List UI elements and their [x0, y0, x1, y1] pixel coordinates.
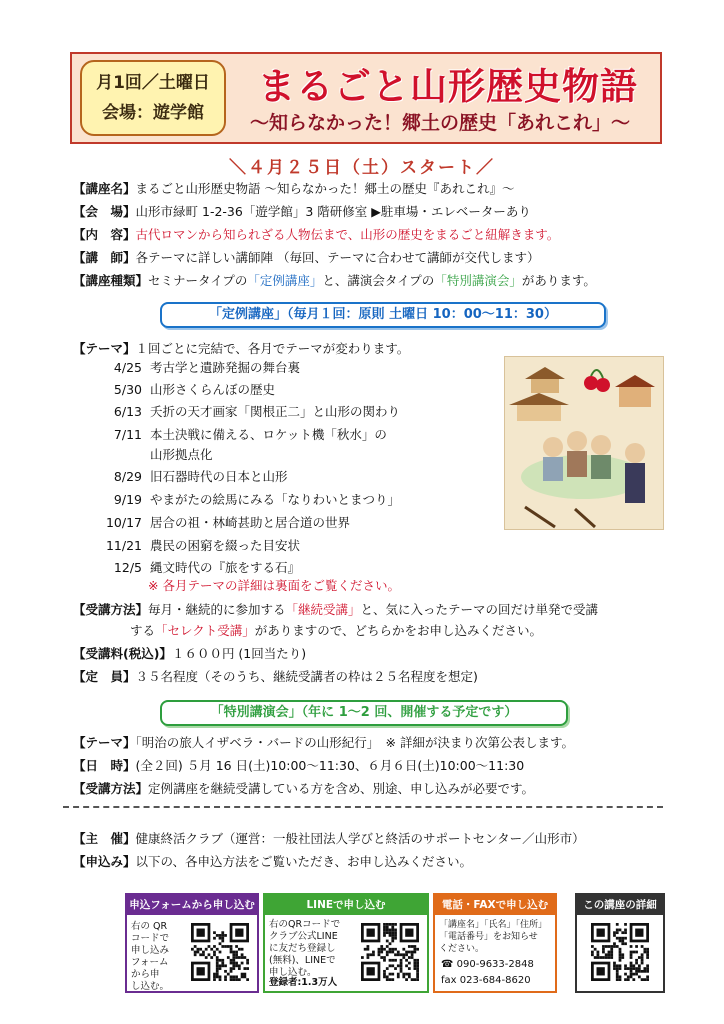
theme-item: [80, 359, 300, 377]
line-qr-code[interactable]: [361, 923, 419, 981]
theme-item: [80, 403, 400, 421]
theme-title: 縄文時代の『旅をする石』: [150, 560, 301, 575]
line-subscriber-count: 登録者:1.3万人: [269, 977, 338, 988]
form-apply-header: 申込フォームから申し込む: [127, 895, 257, 915]
fax-number[interactable]: fax 023-684-8620: [441, 975, 531, 986]
theme-title: 考古学と遺跡発掘の舞台裏: [150, 360, 301, 375]
special-theme-row: 【テーマ】「明治の旅人イザベラ・バードの山形紀行」 ※ 詳細が決まり次第公表します。: [73, 735, 574, 750]
form-qr-code[interactable]: [191, 923, 249, 981]
page-title: まるごと山形歴史物語: [258, 64, 638, 108]
theme-row: 【テーマ】１回ごとに完結で、各月でテーマが変わります。: [73, 341, 410, 356]
theme-item: [80, 426, 387, 444]
fee-row: 【受講料(税込)】１６００円 (1回当たり): [73, 646, 307, 661]
course-name-row: 【講座名】まるごと山形歴史物語 〜知らなかった！郷土の歴史『あれこれ』〜: [73, 181, 515, 196]
theme-title: 居合の祖・林崎甚助と居合道の世界: [150, 515, 351, 530]
theme-title: やまがたの絵馬にみる「なりわいとまつり」: [150, 492, 401, 507]
theme-date: 9/19: [113, 492, 142, 507]
course-detail-header: この講座の詳細: [577, 895, 663, 915]
theme-date: 12/5: [113, 560, 142, 575]
special-method-row: 【受講方法】定例講座を継続受講している方を含め、別途、申し込みが必要です。: [73, 781, 535, 796]
line-apply-header: LINEで申し込む: [265, 895, 427, 915]
theme-item: [80, 491, 400, 509]
theme-title: 夭折の天才画家「関根正二」と山形の関わり: [150, 404, 401, 419]
apply-row: 【申込み】以下の、各申込方法をご覧いただき、お申し込みください。: [73, 854, 473, 869]
form-apply-box: [125, 893, 259, 993]
theme-date: 8/29: [113, 469, 142, 484]
theme-note: ※ 各月テーマの詳細は裏面をご覧ください。: [148, 578, 400, 593]
theme-title: 旧石器時代の日本と山形: [150, 469, 288, 484]
special-lecture-heading: 「特別講演会」（年に 1〜2 回、開催する予定です）: [160, 700, 568, 726]
line-apply-text: 右のQRコードで クラブ公式LINE に友だち登録し (無料)、LINEで 申し込む。: [269, 919, 341, 978]
theme-item: [80, 468, 288, 486]
venue-row: 【会 場】山形市緑町 1-2-36「遊学館」3 階研修室 ▶駐車場・エレベーターあり: [73, 204, 531, 219]
course-type-row: 【講座種類】セミナータイプの「定例講座」と、講演会タイプの「特別講演会」があります。: [73, 273, 596, 288]
theme-item: [80, 559, 300, 577]
line-apply-box: [263, 893, 429, 993]
content-row: 【内 容】古代ロマンから知られざる人物伝まで、山形の歴史をまるごと紐解きます。: [73, 227, 560, 242]
theme-date: 10/17: [105, 515, 142, 530]
theme-item: [80, 381, 275, 399]
phone-number[interactable]: ☎ 090-9633-2848: [441, 959, 534, 970]
method-row-2: する「セレクト受講」がありますので、どちらかをお申し込みください。: [130, 623, 543, 638]
phone-apply-header: 電話・FAXで申し込む: [435, 895, 555, 915]
page-subtitle: 〜知らなかった！郷土の歴史「あれこれ」〜: [250, 112, 631, 134]
theme-title: 山形拠点化: [150, 447, 213, 462]
capacity-row: 【定 員】３５名程度（そのうち、継続受講者の枠は２５名程度を想定): [73, 669, 478, 684]
theme-item: [80, 537, 300, 555]
history-illustration: [504, 356, 664, 530]
lecturer-row: 【講 師】各テーマに詳しい講師陣 （毎回、テーマに合わせて講師が交代します）: [73, 250, 540, 265]
theme-date: 6/13: [113, 404, 142, 419]
badge-frequency: 月1回／土曜日: [96, 73, 210, 93]
theme-date: 5/30: [113, 382, 142, 397]
theme-item: [80, 446, 213, 464]
phone-apply-text: 「講座名」「氏名」「住所」 「電話番号」をお知らせ ください。: [439, 920, 548, 954]
badge-venue: 会場：遊学館: [102, 103, 204, 123]
theme-item: [80, 514, 350, 532]
theme-date: 11/21: [105, 538, 142, 553]
form-apply-text: 右の QR コードで 申し込み フォーム から申 し込む。: [131, 921, 170, 992]
detail-qr-code[interactable]: [591, 923, 649, 981]
special-date-row: 【日 時】(全２回) ５月 16 日(土)10:00〜11:30、６月６日(土)10:00〜11:30: [73, 758, 525, 773]
theme-title: 農民の困窮を綴った目安状: [150, 538, 301, 553]
theme-title: 山形さくらんぼの歴史: [150, 382, 276, 397]
course-detail-box: [575, 893, 665, 993]
regular-course-heading: 「定例講座」（毎月１回：原則 土曜日 10：00〜11：30）: [160, 302, 606, 328]
theme-date: 4/25: [113, 360, 142, 375]
schedule-badge: [80, 60, 226, 136]
start-banner: ＼４月２５日（土）スタート／: [229, 158, 495, 178]
section-divider: [63, 806, 663, 808]
method-row: 【受講方法】毎月・継続的に参加する「継続受講」と、気に入ったテーマの回だけ単発で受講: [73, 602, 599, 617]
theme-date: 7/11: [113, 427, 142, 442]
theme-title: 本土決戦に備える、ロケット機「秋水」の: [150, 427, 387, 442]
host-row: 【主 催】健康終活クラブ（運営：一般社団法人学びと終活のサポートセンター／山形市）: [73, 831, 585, 846]
phone-apply-box: [433, 893, 557, 993]
